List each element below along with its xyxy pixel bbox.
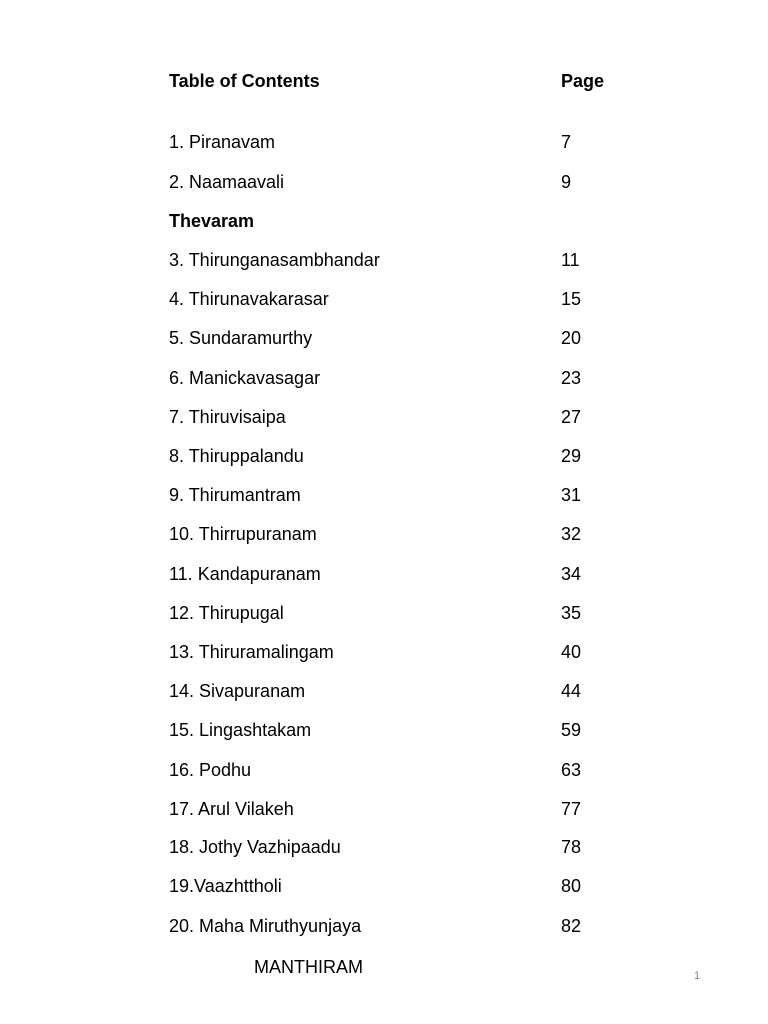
toc-entry-title: 19.Vaazhttholi bbox=[169, 876, 282, 896]
toc-entry-page: 59 bbox=[561, 720, 582, 740]
toc-entry-title: 5. Sundaramurthy bbox=[169, 328, 313, 348]
toc-entry bbox=[169, 403, 609, 431]
toc-entry-page: 63 bbox=[561, 760, 582, 780]
toc-entry-page: 11 bbox=[561, 250, 580, 270]
toc-entry-page: 15 bbox=[561, 289, 582, 309]
toc-header bbox=[169, 67, 609, 95]
toc-entry-title: 17. Arul Vilakeh bbox=[169, 799, 294, 819]
toc-entry-page: 78 bbox=[561, 837, 582, 857]
toc-entry bbox=[169, 560, 609, 588]
toc-entry-page: 35 bbox=[561, 603, 582, 623]
toc-entry-page: 29 bbox=[561, 446, 582, 466]
toc-entry bbox=[169, 599, 609, 627]
section-heading-title: Thevaram bbox=[169, 211, 255, 231]
slide-number: 1 bbox=[694, 970, 701, 982]
toc-entry bbox=[169, 638, 609, 666]
toc-entry-page: 9 bbox=[561, 172, 572, 192]
toc-entry bbox=[169, 246, 609, 274]
toc-entry-page: 77 bbox=[561, 799, 582, 819]
toc-entry-title: 15. Lingashtakam bbox=[169, 720, 312, 740]
toc-entry-title: 4. Thirunavakarasar bbox=[169, 289, 329, 309]
toc-entry bbox=[169, 677, 609, 705]
toc-entry bbox=[169, 795, 609, 823]
toc-entry-title: 9. Thirumantram bbox=[169, 485, 301, 505]
toc-entry-title: 12. Thirupugal bbox=[169, 603, 284, 623]
toc-entry bbox=[169, 324, 609, 352]
toc-entry-title: 13. Thiruramalingam bbox=[169, 642, 334, 662]
toc-entry bbox=[169, 285, 609, 313]
toc-entry-title: 11. Kandapuranam bbox=[169, 564, 321, 584]
toc-entry-page: 82 bbox=[561, 916, 582, 936]
toc-entry-title: 8. Thiruppalandu bbox=[169, 446, 304, 466]
toc-entry bbox=[169, 716, 609, 744]
toc-entry bbox=[169, 168, 609, 196]
toc-title: Table of Contents bbox=[169, 71, 320, 91]
toc-entry-page: 7 bbox=[561, 132, 572, 152]
toc-entry-page: 23 bbox=[561, 368, 582, 388]
toc-entry bbox=[169, 756, 609, 784]
toc-entry-title: 10. Thirrupuranam bbox=[169, 524, 317, 544]
toc-entry-page: 32 bbox=[561, 524, 582, 544]
toc-entry-title: 20. Maha Miruthyunjaya bbox=[169, 916, 362, 936]
toc-entry bbox=[169, 364, 609, 392]
toc-entry bbox=[169, 833, 609, 861]
toc-entry-title: 18. Jothy Vazhipaadu bbox=[169, 837, 341, 857]
toc-entry-page: 80 bbox=[561, 876, 582, 896]
toc-entry-title: 7. Thiruvisaipa bbox=[169, 407, 286, 427]
toc-entry bbox=[169, 442, 609, 470]
toc-entry-title: 6. Manickavasagar bbox=[169, 368, 321, 388]
toc-entry-page: 40 bbox=[561, 642, 582, 662]
toc-entry-title: 1. Piranavam bbox=[169, 132, 276, 152]
page-column-label: Page bbox=[561, 71, 605, 91]
toc-entry-page: 20 bbox=[561, 328, 582, 348]
toc-entry-page: 34 bbox=[561, 564, 582, 584]
toc-entry-title: 16. Podhu bbox=[169, 760, 252, 780]
toc-entry bbox=[169, 912, 609, 940]
toc-entry-page: 31 bbox=[561, 485, 582, 505]
toc-entry bbox=[169, 481, 609, 509]
toc-entry bbox=[169, 872, 609, 900]
footer-label: MANTHIRAM bbox=[254, 957, 363, 977]
toc-entry-page: 27 bbox=[561, 407, 582, 427]
toc-entry bbox=[169, 520, 609, 548]
toc-entry-title: 3. Thirunganasambhandar bbox=[169, 250, 380, 270]
toc-entry-title: 14. Sivapuranam bbox=[169, 681, 306, 701]
toc-entry-page: 44 bbox=[561, 681, 582, 701]
toc-entry-title: 2. Naamaavali bbox=[169, 172, 285, 192]
toc-entry bbox=[169, 128, 609, 156]
toc-section-heading bbox=[169, 207, 609, 235]
